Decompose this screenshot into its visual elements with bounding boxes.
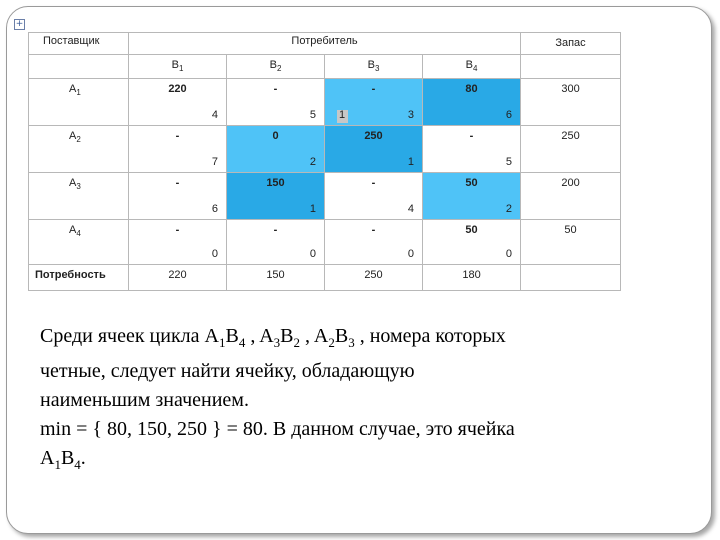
table-anchor-icon[interactable]: +	[15, 19, 24, 29]
consumer-b1: $B_1$	[129, 55, 227, 79]
stock-empty	[521, 55, 621, 79]
cell-a4-b3[interactable]: - 0	[325, 220, 423, 265]
cell-a1-b3[interactable]: - 1 3	[325, 79, 423, 126]
cell-a2-b1[interactable]: - 7	[129, 126, 227, 173]
row-label-a4: $A_4$	[29, 220, 129, 265]
stock-a3: 200	[521, 173, 621, 220]
consumer-b3: $B_3$	[325, 55, 423, 79]
text-line-3: наименьшим значением.	[40, 389, 249, 411]
stock-a1: 300	[521, 79, 621, 126]
header-consumer: Потребитель	[129, 33, 521, 55]
demand-b2: 150	[227, 265, 325, 291]
text-line-4: min = { 80, 150, 250 } = 80. В данном случае, это ячейка	[40, 418, 515, 440]
text-line-2: четные, следует найти ячейку, обладающую	[40, 360, 415, 382]
cell-a2-b4[interactable]: - 5	[423, 126, 521, 173]
cell-a4-b1[interactable]: - 0	[129, 220, 227, 265]
demand-empty	[521, 265, 621, 291]
header-supplier: Поставщик	[29, 33, 129, 55]
cell-a3-b4[interactable]: 50 2	[423, 173, 521, 220]
cell-a3-b2[interactable]: 150 1	[227, 173, 325, 220]
row-label-a2: $A_2$	[29, 126, 129, 173]
stock-a2: 250	[521, 126, 621, 173]
demand-b3: 250	[325, 265, 423, 291]
transport-table	[28, 32, 621, 291]
row-label-a1: $A_1$	[29, 79, 129, 126]
row-label-a3: $A_3$	[29, 173, 129, 220]
cell-a4-b2[interactable]: - 0	[227, 220, 325, 265]
demand-b1: 220	[129, 265, 227, 291]
cell-a3-b1[interactable]: - 6	[129, 173, 227, 220]
cell-a4-b4[interactable]: 50 0	[423, 220, 521, 265]
cell-a1-b1[interactable]: 220 4	[129, 79, 227, 126]
text-line-5: $A_1B_4$.	[40, 447, 86, 472]
consumer-b2: $B_2$	[227, 55, 325, 79]
cell-a3-b3[interactable]: - 4	[325, 173, 423, 220]
header-stock: Запас	[521, 33, 621, 55]
cell-a2-b2[interactable]: 0 2	[227, 126, 325, 173]
explanation-text	[40, 322, 680, 479]
demand-label: Потребность	[29, 265, 129, 291]
consumer-b4: $B_4$	[423, 55, 521, 79]
cell-a1-b2[interactable]: - 5	[227, 79, 325, 126]
text-line-1: Среди ячеек цикла $A_1B_4$ , $A_3B_2$ , $A_2B_3$ , номера которых	[40, 325, 506, 350]
header-empty	[29, 55, 129, 79]
cell-a1-b4[interactable]: 80 6	[423, 79, 521, 126]
stock-a4: 50	[521, 220, 621, 265]
cell-a2-b3[interactable]: 250 1	[325, 126, 423, 173]
demand-b4: 180	[423, 265, 521, 291]
